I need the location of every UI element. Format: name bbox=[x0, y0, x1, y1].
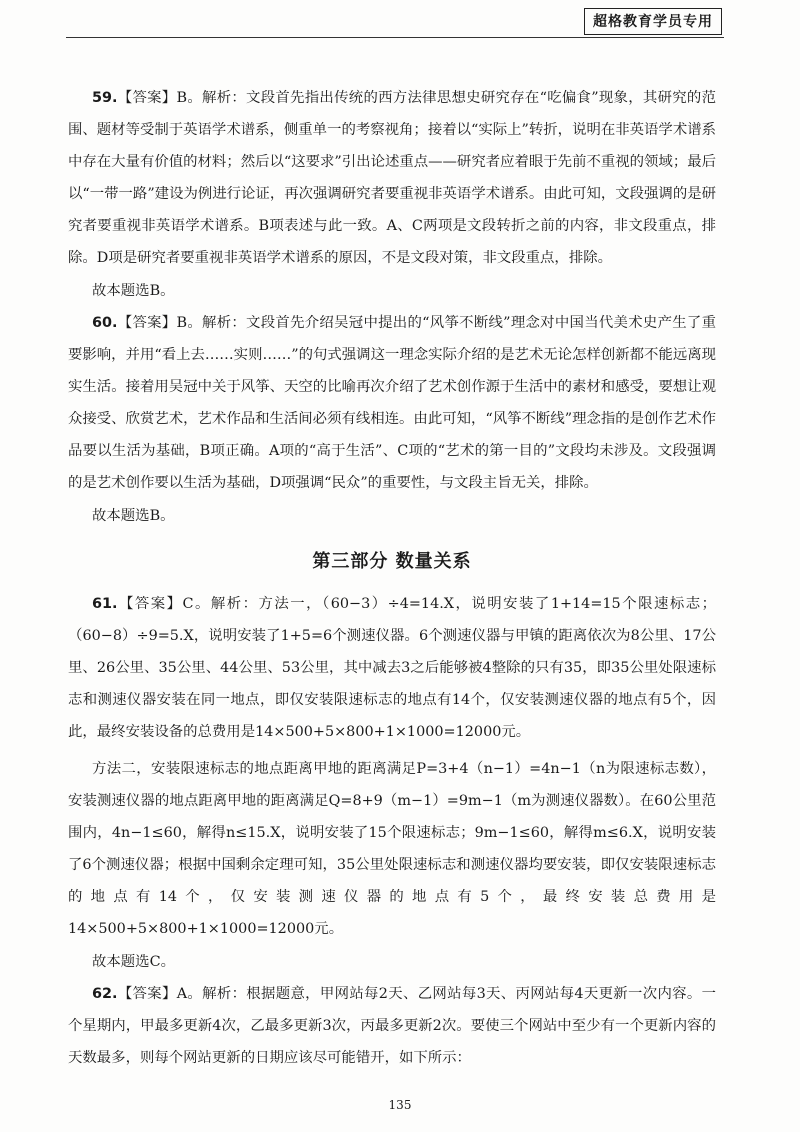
answer-text: 【答案】C。解析：方法一，（60−3）÷4=14.X，说明安装了1+14=15个限速标志；（60−8）÷9=5.X，说明安装了1+5=6个测速仪器。6个测速仪器与甲镇的距离依次为8公里、17公里、26公里、35公里、44公里、53公里，其中减去3之后能够被4整除的只有35，即35公里处限速标志和测速仪器安装在同一地点，即仅安装限速标志的地点有14个，仅安装测速仪器的地点有5个，因此，最终安装设备的总费用是14×500+5×800+1×1000=12000元。 bbox=[68, 596, 716, 740]
question-number: 61. bbox=[92, 596, 118, 612]
conclusion-59: 故本题选B。 bbox=[92, 283, 175, 299]
section-title: 第三部分 数量关系 bbox=[312, 551, 472, 572]
answer-61 bbox=[68, 588, 716, 748]
page-content bbox=[68, 82, 716, 1075]
question-number: 59. bbox=[92, 90, 118, 106]
answer-text: 【答案】B。解析：文段首先介绍吴冠中提出的“风筝不断线”理念对中国当代美术史产生了重要影响，并用“看上去……实则……”的句式强调这一理念实际介绍的是艺术无论怎样创新都不能远离现实生活。接着用吴冠中关于风筝、天空的比喻再次介绍了艺术创作源于生活中的素材和感受，要想让观众接受、欣赏艺术，艺术作品和生活间必须有线相连。由此可知，“风筝不断线”理念指的是创作艺术作品要以生活为基础，B项正确。A项的“高于生活”、C项的“艺术的第一目的”文段均未涉及。文段强调的是艺术创作要以生活为基础，D项强调“民众”的重要性，与文段主旨无关，排除。 bbox=[68, 315, 716, 491]
answer-text: 【答案】A。解析：根据题意，甲网站每2天、乙网站每3天、丙网站每4天更新一次内容。一个星期内，甲最多更新4次，乙最多更新3次，丙最多更新2次。要使三个网站中至少有一个更新内容的天数最多，则每个网站更新的日期应该尽可能错开，如下所示： bbox=[68, 986, 716, 1066]
page-number: 135 bbox=[388, 1098, 412, 1112]
answer-61-method-2: 方法二，安装限速标志的地点距离甲地的距离满足P=3+4（n−1）=4n−1（n为限速标志数），安装测速仪器的地点距离甲地的距离满足Q=8+9（m−1）=9m−1（m为测速仪器数）。在60公里范围内，4n−1≤60，解得n≤15.X，说明安装了15个限速标志；9m−1≤60，解得m≤6.X，说明安装了6个测速仪器；根据中国剩余定理可知，35公里处限速标志和测速仪器均要安装，即仅安装限速标志的地点有14个，仅安装测速仪器的地点有5个，最终安装总费用是14×500+5×800+1×1000=12000元。 bbox=[68, 761, 716, 937]
conclusion-60: 故本题选B。 bbox=[92, 508, 175, 524]
conclusion-61: 故本题选C。 bbox=[92, 954, 175, 970]
header-rule bbox=[66, 37, 724, 38]
header-badge: 超格教育学员专用 bbox=[584, 8, 722, 35]
answer-text: 【答案】B。解析：文段首先指出传统的西方法律思想史研究存在“吃偏食”现象，其研究的范围、题材等受制于英语学术谱系，侧重单一的考察视角；接着以“实际上”转折，说明在非英语学术谱系中存在大量有价值的材料；然后以“这要求”引出论述重点——研究者应着眼于先前不重视的领域；最后以“一带一路”建设为例进行论证，再次强调研究者要重视非英语学术谱系。由此可知，文段强调的是研究者要重视非英语学术谱系。B项表述与此一致。A、C两项是文段转折之前的内容，非文段重点，排除。D项是研究者要重视非英语学术谱系的原因，不是文段对策，非文段重点，排除。 bbox=[68, 90, 716, 266]
question-number: 62. bbox=[92, 986, 118, 1002]
answer-59 bbox=[68, 82, 716, 274]
question-number: 60. bbox=[92, 315, 118, 331]
answer-60 bbox=[68, 307, 716, 499]
answer-62 bbox=[68, 978, 716, 1074]
